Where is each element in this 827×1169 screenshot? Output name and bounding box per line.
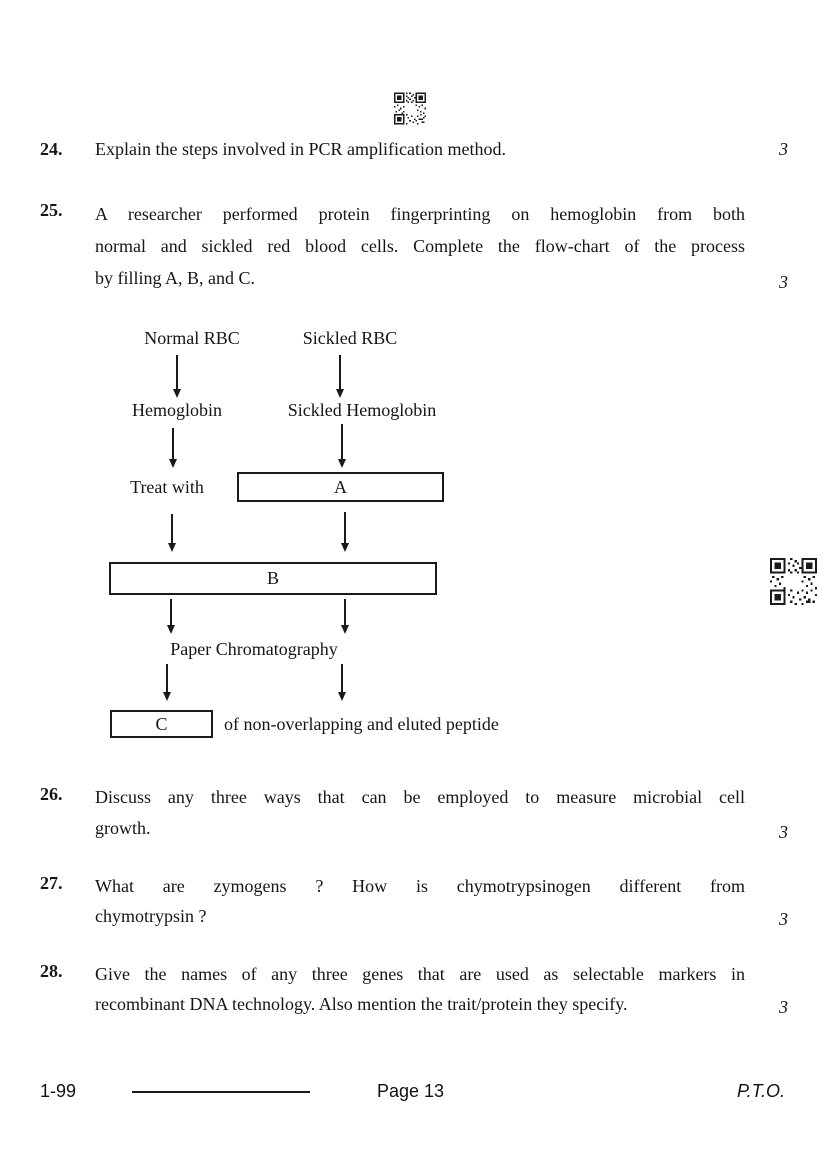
qr-code-icon <box>394 92 426 125</box>
down-arrow-icon <box>170 599 172 625</box>
question-text: Discuss any three ways that can be employed to measure microbial cell growth. <box>95 787 745 838</box>
question-marks: 3 <box>779 139 788 159</box>
qr-code-icon <box>770 558 817 605</box>
question-marks: 3 <box>779 909 788 929</box>
question-number: 24. <box>40 139 63 159</box>
footer-pto: P.T.O. <box>737 1081 786 1101</box>
question-marks: 3 <box>779 997 788 1017</box>
question-24 <box>40 137 788 161</box>
flowchart-label-hemoglobin: Hemoglobin <box>132 400 222 420</box>
question-25 <box>40 198 788 294</box>
flowchart-label-paper-chromatography: Paper Chromatography <box>170 639 338 659</box>
flowchart-label-c-suffix: of non-overlapping and eluted peptide <box>224 714 499 734</box>
flowchart-box-c: C <box>110 710 213 738</box>
down-arrow-icon <box>171 514 173 543</box>
question-26 <box>40 782 788 844</box>
footer-page-number: Page 13 <box>377 1081 445 1101</box>
flowchart-box-a: A <box>237 472 444 502</box>
flowchart-label-sickled-rbc: Sickled RBC <box>302 328 398 348</box>
question-marks: 3 <box>779 822 788 842</box>
question-27 <box>40 871 788 931</box>
question-number: 28. <box>40 961 63 981</box>
question-text: What are zymogens ? How is chymotrypsinogen different from chymotrypsin ? <box>95 876 745 926</box>
question-number: 27. <box>40 873 63 893</box>
question-number: 26. <box>40 784 63 804</box>
question-marks: 3 <box>779 272 788 292</box>
footer-paper-code: 1-99 <box>40 1081 77 1101</box>
question-text: Explain the steps involved in PCR amplification method. <box>95 139 506 159</box>
down-arrow-icon <box>344 599 346 625</box>
down-arrow-icon <box>172 428 174 459</box>
flowchart-label-sickled-hemoglobin: Sickled Hemoglobin <box>287 400 437 420</box>
down-arrow-icon <box>166 664 168 692</box>
down-arrow-icon <box>341 424 343 459</box>
down-arrow-icon <box>339 355 341 389</box>
question-text: Give the names of any three genes that are used as selectable markers in recombinant DNA technology. Also mention the trait/protein they specify. <box>95 964 745 1014</box>
down-arrow-icon <box>341 664 343 692</box>
footer-rule <box>132 1091 310 1093</box>
question-28 <box>40 959 788 1019</box>
flowchart-box-b: B <box>109 562 437 595</box>
down-arrow-icon <box>344 512 346 543</box>
question-number: 25. <box>40 200 63 220</box>
flowchart-label-treat-with: Treat with <box>130 477 204 497</box>
question-text: A researcher performed protein fingerprinting on hemoglobin from both normal and sickled red blood cells. Complete the flow-chart of the process by filling A, B, and C. <box>95 204 745 288</box>
down-arrow-icon <box>176 355 178 389</box>
flowchart-label-normal-rbc: Normal RBC <box>144 328 240 348</box>
